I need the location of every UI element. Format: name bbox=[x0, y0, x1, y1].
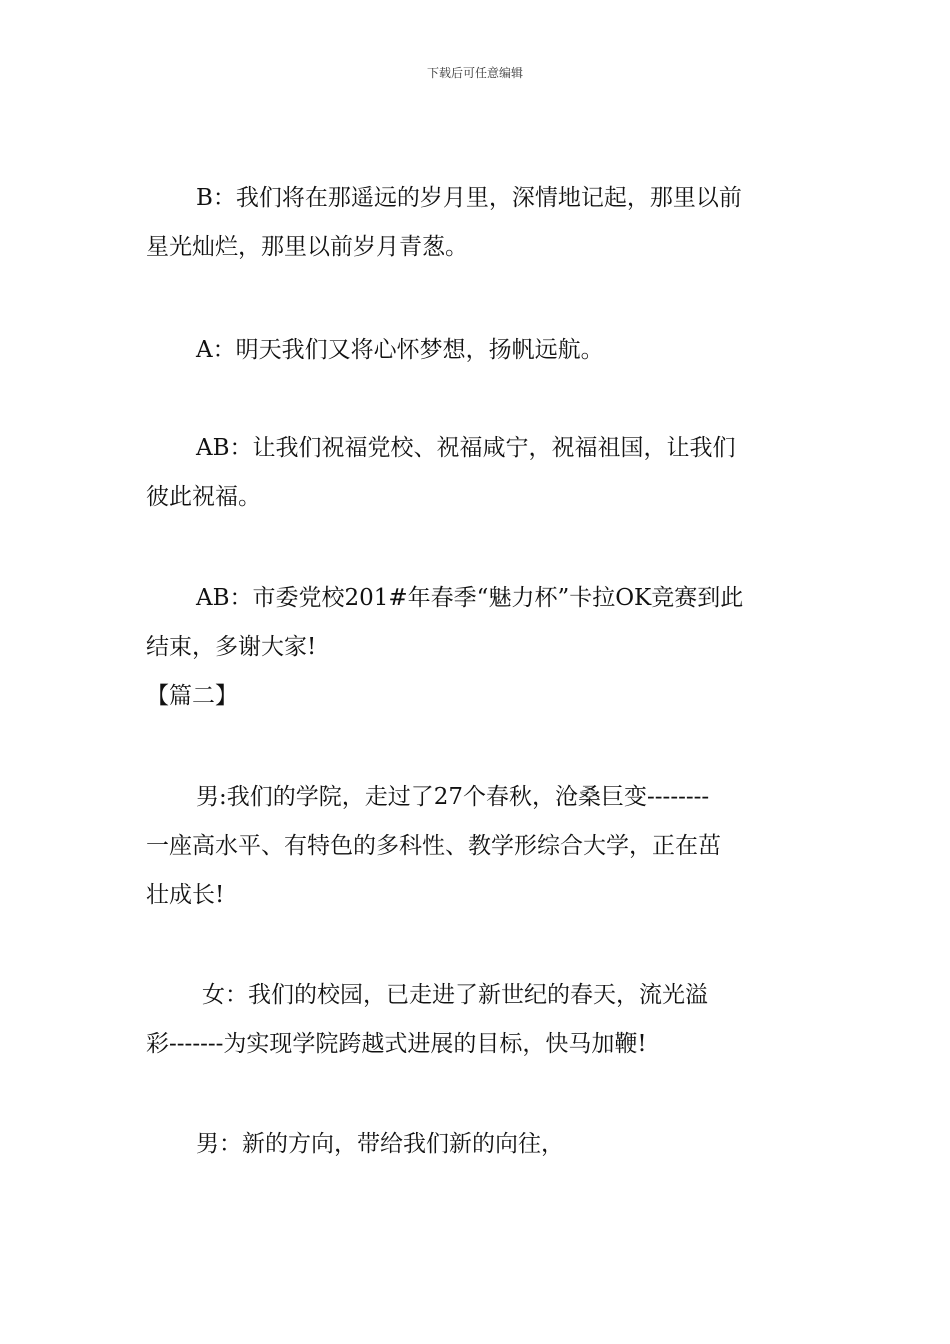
paragraph-line: 星光灿烂，那里以前岁月青葱。 bbox=[146, 234, 468, 260]
paragraph-ab-closing bbox=[146, 574, 812, 672]
paragraph-male-direction bbox=[146, 1120, 812, 1169]
paragraph-a-tomorrow bbox=[146, 326, 812, 375]
paragraph-line: B：我们将在那遥远的岁月里，深情地记起，那里以前 bbox=[196, 185, 742, 211]
paragraph-line: 结束，多谢大家! bbox=[146, 634, 317, 660]
section-heading bbox=[146, 672, 812, 721]
paragraph-line: 彼此祝福。 bbox=[146, 484, 261, 510]
paragraph-line: 男:我们的学院，走过了27个春秋，沧桑巨变-------- bbox=[196, 784, 710, 810]
page-header: 下载后可任意编辑 bbox=[426, 66, 523, 80]
paragraph-ab-blessing bbox=[146, 424, 812, 522]
paragraph-line: AB：让我们祝福党校、祝福咸宁，祝福祖国，让我们 bbox=[196, 435, 736, 461]
paragraph-female-campus bbox=[146, 971, 812, 1069]
paragraph-line: 男：新的方向，带给我们新的向往， bbox=[196, 1131, 564, 1157]
paragraph-line: 一座高水平、有特色的多科性、教学形综合大学，正在茁 bbox=[146, 833, 721, 859]
paragraph-b-memory bbox=[146, 174, 812, 272]
paragraph-line: 壮成长! bbox=[146, 882, 225, 908]
paragraph-line: AB：市委党校201#年春季“魅力杯”卡拉OK竞赛到此 bbox=[196, 585, 744, 611]
paragraph-line: A：明天我们又将心怀梦想，扬帆远航。 bbox=[196, 337, 604, 363]
paragraph-line: 女：我们的校园，已走进了新世纪的春天，流光溢 bbox=[202, 982, 708, 1008]
paragraph-line: 彩-------为实现学院跨越式进展的目标，快马加鞭! bbox=[146, 1031, 647, 1057]
section-title: 【篇二】 bbox=[146, 683, 238, 709]
paragraph-male-college bbox=[146, 773, 812, 920]
